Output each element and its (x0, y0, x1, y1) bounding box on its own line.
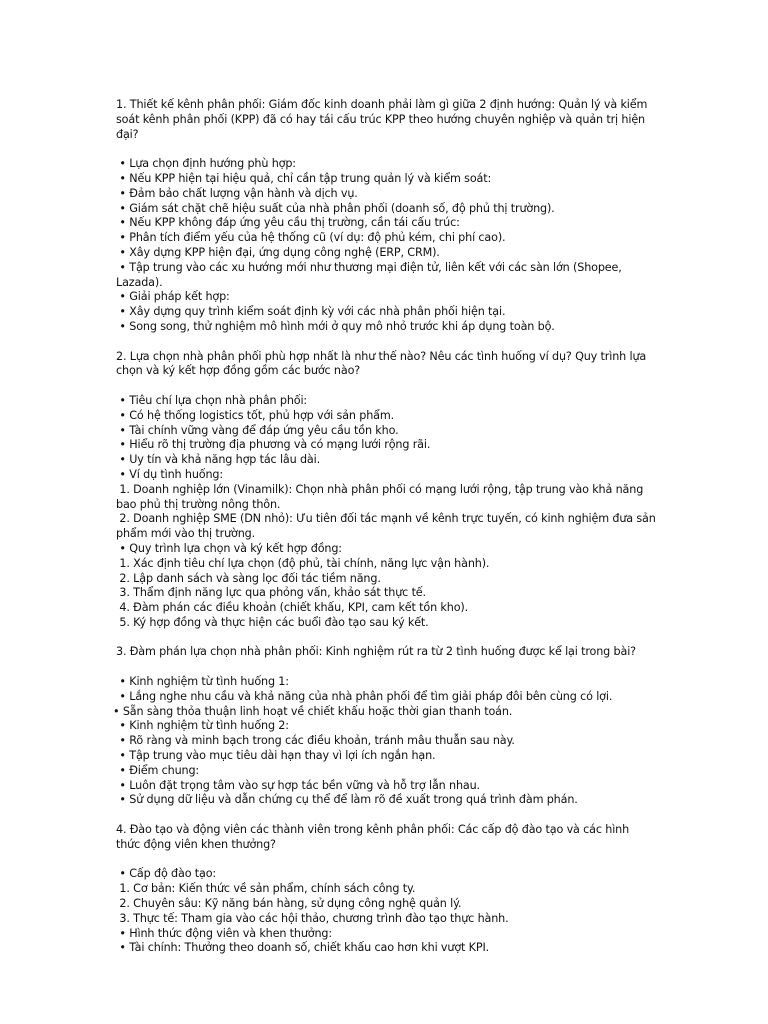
list-item: 1. Cơ bản: Kiến thức về sản phẩm, chính sách công ty. (116, 882, 416, 896)
list-item: 2. Lập danh sách và sàng lọc đối tác tiềm năng. (116, 571, 381, 585)
list-item: 5. Ký hợp đồng và thực hiện các buổi đào tạo sau ký kết. (116, 615, 429, 629)
list-item: • Tiêu chí lựa chọn nhà phân phối: (116, 393, 308, 407)
list-item: 2. Chuyên sâu: Kỹ năng bán hàng, sử dụng công nghệ quản lý. (116, 897, 462, 911)
list-item: • Tài chính: Thưởng theo doanh số, chiết khấu cao hơn khi vượt KPI. (116, 941, 490, 955)
list-item: • Tài chính vững vàng để đáp ứng yêu cầu tồn kho. (116, 423, 399, 437)
list-item: • Quy trình lựa chọn và ký kết hợp đồng: (116, 541, 342, 555)
section-question: 1. Thiết kế kênh phân phối: Giám đốc kinh doanh phải làm gì giữa 2 định hướng: Quản lý và kiểm soát kênh phân phối (KPP) đã có hay tái cấu trúc KPP theo hướng chuyên nghiệp và quản trị hiện đại? (116, 98, 648, 141)
spacer (116, 853, 656, 868)
section-question: 3. Đàm phán lựa chọn nhà phân phối: Kinh nghiệm rút ra từ 2 tình huống được kể lại trong bài? (116, 645, 636, 659)
list-item: • Xây dựng quy trình kiểm soát định kỳ với các nhà phân phối hiện tại. (116, 305, 506, 319)
list-item: • Lắng nghe nhu cầu và khả năng của nhà phân phối để tìm giải pháp đôi bên cùng có lợi. (116, 689, 613, 703)
list-item: • Tập trung vào các xu hướng mới như thương mại điện tử, liên kết với các sàn lớn (Shopee, Lazada). (116, 260, 626, 289)
list-item: • Sẵn sàng thỏa thuận linh hoạt về chiết khấu hoặc thời gian thanh toán. (113, 704, 513, 718)
list-item: • Nếu KPP không đáp ứng yêu cầu thị trường, cần tái cấu trúc: (116, 216, 460, 230)
list-item: 3. Thực tế: Tham gia vào các hội thảo, chương trình đào tạo thực hành. (116, 911, 509, 925)
list-item: • Giám sát chặt chẽ hiệu suất của nhà phân phối (doanh số, độ phủ thị trường). (116, 201, 555, 215)
list-item: • Lựa chọn định hướng phù hợp: (116, 157, 296, 171)
list-item: • Cấp độ đào tạo: (116, 867, 217, 881)
list-item: • Hình thức động viên và khen thưởng: (116, 926, 333, 940)
section-lines (116, 393, 660, 631)
list-item: • Đảm bảo chất lượng vận hành và dịch vụ. (116, 186, 358, 200)
list-item: • Uy tín và khả năng hợp tác lâu dài. (116, 453, 321, 467)
list-item: • Điểm chung: (116, 763, 200, 777)
section-lines (113, 675, 656, 808)
list-item: • Phân tích điểm yếu của hệ thống cũ (ví dụ: độ phủ kém, chi phí cao). (116, 231, 506, 245)
section-1 (116, 98, 656, 335)
section-question: 4. Đào tạo và động viên các thành viên trong kênh phân phối: Các cấp độ đào tạo và các hình thức động viên khen thưởng? (116, 823, 630, 851)
list-item: 1. Xác định tiêu chí lựa chọn (độ phủ, tài chính, năng lực vận hành). (116, 556, 490, 570)
list-item: • Kinh nghiệm từ tình huống 1: (116, 675, 289, 689)
list-item: • Rõ ràng và minh bạch trong các điều khoản, tránh mâu thuẫn sau này. (116, 734, 515, 748)
list-item: • Luôn đặt trọng tâm vào sự hợp tác bền vững và hỗ trợ lẫn nhau. (116, 778, 480, 792)
section-3 (113, 645, 656, 808)
list-item: • Tập trung vào mục tiêu dài hạn thay vì lợi ích ngắn hạn. (116, 749, 436, 763)
document-page (113, 98, 660, 971)
list-item: • Xây dựng KPP hiện đại, ứng dụng công nghệ (ERP, CRM). (116, 245, 440, 259)
list-item: 1. Doanh nghiệp lớn (Vinamilk): Chọn nhà phân phối có mạng lưới rộng, tập trung vào khả năng bao phủ thị trường nông thôn. (116, 482, 647, 511)
spacer (116, 660, 656, 675)
list-item: 4. Đàm phán các điều khoản (chiết khấu, KPI, cam kết tồn kho). (116, 601, 469, 615)
section-2 (116, 349, 660, 631)
list-item: • Giải pháp kết hợp: (116, 290, 230, 304)
spacer (116, 379, 656, 394)
list-item: • Kinh nghiệm từ tình huống 2: (116, 719, 289, 733)
spacer (116, 142, 656, 157)
section-question: 2. Lựa chọn nhà phân phối phù hợp nhất là như thế nào? Nêu các tình huống ví dụ? Quy trình lựa chọn và ký kết hợp đồng gồm các bước nào? (116, 349, 647, 378)
section-lines (116, 157, 656, 335)
list-item: 2. Doanh nghiệp SME (DN nhỏ): Ưu tiên đối tác mạnh về kênh trực tuyến, có kinh nghiệm đưa sản phẩm mới vào thị trường. (116, 512, 660, 541)
list-item: • Có hệ thống logistics tốt, phủ hợp với sản phẩm. (116, 408, 395, 422)
section-4 (116, 823, 656, 956)
list-item: • Ví dụ tình huống: (116, 467, 223, 481)
list-item: • Sử dụng dữ liệu và dẫn chứng cụ thể để làm rõ đề xuất trong quá trình đàm phán. (116, 793, 578, 807)
section-lines (116, 867, 656, 956)
list-item: • Song song, thử nghiệm mô hình mới ở quy mô nhỏ trước khi áp dụng toàn bộ. (116, 319, 555, 333)
list-item: • Nếu KPP hiện tại hiệu quả, chỉ cần tập trung quản lý và kiểm soát: (116, 171, 492, 185)
list-item: • Hiểu rõ thị trường địa phương và có mạng lưới rộng rãi. (116, 438, 431, 452)
list-item: 3. Thẩm định năng lực qua phỏng vấn, khảo sát thực tế. (116, 586, 426, 600)
